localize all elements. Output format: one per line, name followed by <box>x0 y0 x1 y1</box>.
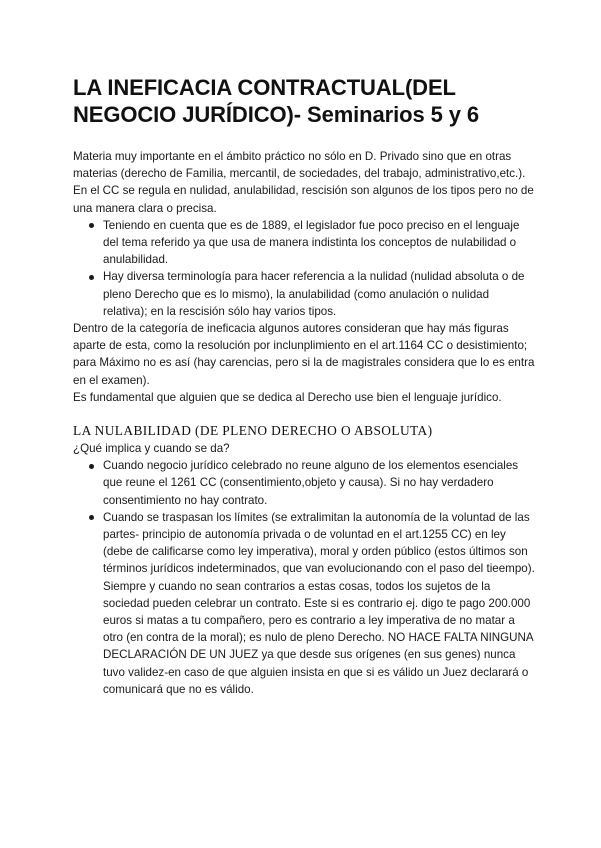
intro-section <box>73 148 535 406</box>
section-bullet-list <box>73 457 535 698</box>
intro-paragraph-2: En el CC se regula en nulidad, anulabilidad, rescisión son algunos de los tipos pero no de una manera clara o precisa. <box>73 184 534 215</box>
intro-bullet-list <box>73 217 535 320</box>
intro-paragraph-3: Dentro de la categoría de ineficacia algunos autores consideran que hay más figuras aparte de esta, como la resolución por inclunplimiento en el art.1164 CC o desistimiento; para Máximo no es así (hay carencias, pero si la de magistrales considera que lo es entra en el examen). <box>73 322 535 387</box>
intro-bullet-1: Teniendo en cuenta que es de 1889, el legislador fue poco preciso en el lenguaje del tema referido ya que usa de manera indistinta los conceptos de nulabilidad o anulabilidad. <box>73 217 535 269</box>
intro-bullet-2: Hay diversa terminología para hacer referencia a la nulidad (nulidad absoluta o de pleno Derecho que es lo mismo), la anulabilidad (como anulación o nulidad relativa); en la rescisión sólo hay varios tipos. <box>73 268 535 320</box>
section-heading-nulabilidad: LA NULABILIDAD (DE PLENO DERECHO O ABSOLUTA) <box>73 423 433 439</box>
intro-paragraph-1: Materia muy importante en el ámbito práctico no sólo en D. Privado sino que en otras materias (derecho de Familia, mercantil, de sociedades, del trabajo, administrativo,etc.). <box>73 150 526 181</box>
section-question: ¿Qué implica y cuando se da? <box>73 442 230 456</box>
document-page <box>73 74 535 698</box>
section-bullet-1: Cuando negocio jurídico celebrado no reune alguno de los elementos esenciales que reune el 1261 CC (consentimiento,objeto y causa). Si no hay verdadero consentimiento no hay contrato. <box>73 457 535 509</box>
document-title: LA INEFICACIA CONTRACTUAL(DEL NEGOCIO JURÍDICO)- Seminarios 5 y 6 <box>73 75 480 127</box>
section-bullet-2: Cuando se traspasan los límites (se extralimitan la autonomía de la voluntad de las partes- principio de autonomía privada o de voluntad en el art.1255 CC) en ley (debe de calificarse como ley imperativa), moral y orden público (estos últimos son términos jurídicos indeterminados, que van evolucionando con el paso del tieempo). Siempre y cuando no sean contrarios a estas cosas, todos los sujetos de la sociedad pueden celebrar un contrato. Este si es contrario ej. digo te pago 200.000 euros si matas a tu compañero, pero es contrario a ley imperativa de no matar a otro (en contra de la moral); es nulo de pleno Derecho. NO HACE FALTA NINGUNA DECLARACIÓN DE UN JUEZ ya que desde sus orígenes (en sus genes) nunca tuvo validez-en caso de que alguien insista en que si es válido un Juez declarará o comunicará que no es válido. <box>73 509 535 698</box>
intro-paragraph-4: Es fundamental que alguien que se dedica al Derecho use bien el lenguaje jurídico. <box>73 390 502 404</box>
